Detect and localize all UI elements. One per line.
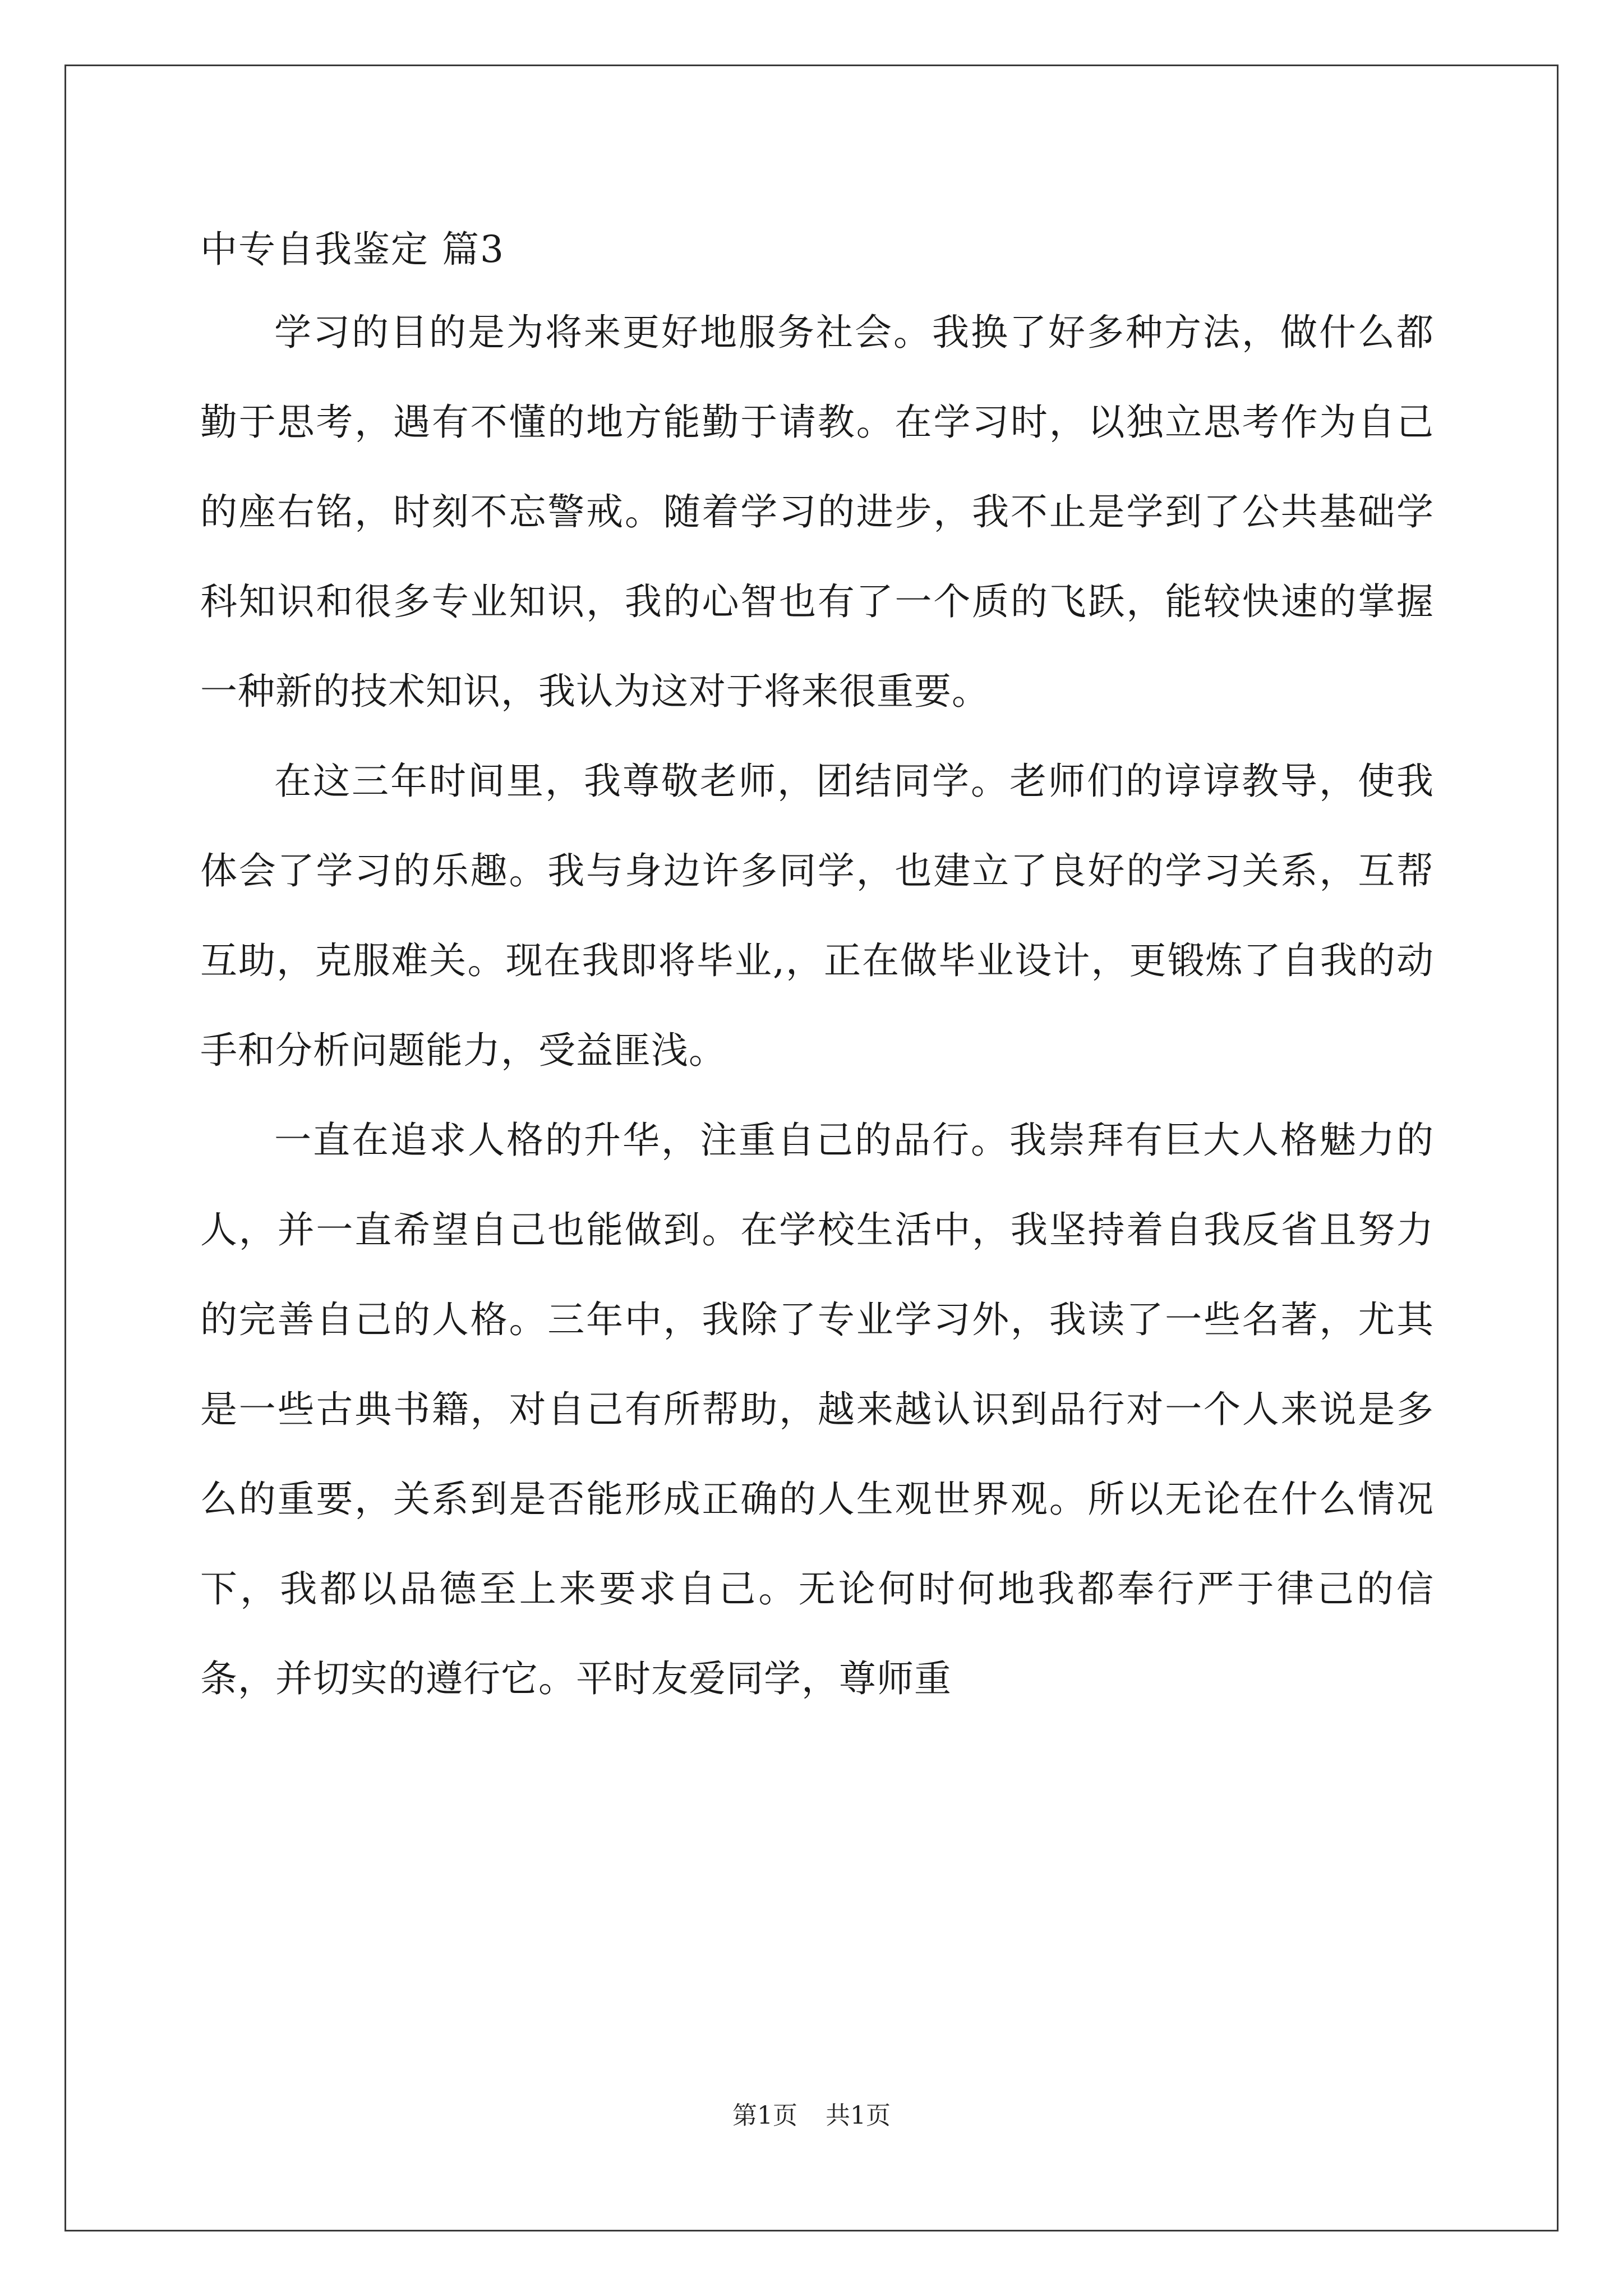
page-total: 共1页 bbox=[826, 2101, 891, 2130]
page-footer bbox=[0, 2099, 1623, 2133]
page-number: 第1页 bbox=[732, 2101, 797, 2130]
paragraph-1: 学习的目的是为将来更好地服务社会。我换了好多种方法，做什么都勤于思考，遇有不懂的地方能勤于请教。在学习时，以独立思考作为自己的座右铭，时刻不忘警戒。随着学习的进步，我不止是学到了公共基础学科知识和很多专业知识，我的心智也有了一个质的飞跃，能较快速的掌握一种新的技术知识，我认为这对于将来很重要。 bbox=[200, 311, 1434, 713]
document-body bbox=[200, 222, 1434, 1724]
document-title: 中专自我鉴定 篇3 bbox=[200, 228, 505, 271]
paragraph-3: 一直在追求人格的升华，注重自己的品行。我崇拜有巨大人格魅力的人，并一直希望自己也能做到。在学校生活中，我坚持着自我反省且努力的完善自己的人格。三年中，我除了专业学习外，我读了一些名著，尤其是一些古典书籍，对自己有所帮助，越来越认识到品行对一个人来说是多么的重要，关系到是否能形成正确的人生观世界观。所以无论在什么情况下，我都以品德至上来要求自己。无论何时何地我都奉行严于律己的信条，并切实的遵行它。平时友爱同学，尊师重 bbox=[200, 1119, 1434, 1700]
paragraph-2: 在这三年时间里，我尊敬老师，团结同学。老师们的谆谆教导，使我体会了学习的乐趣。我与身边许多同学，也建立了良好的学习关系，互帮互助，克服难关。现在我即将毕业,，正在做毕业设计，更锻炼了自我的动手和分析问题能力，受益匪浅。 bbox=[200, 760, 1434, 1072]
